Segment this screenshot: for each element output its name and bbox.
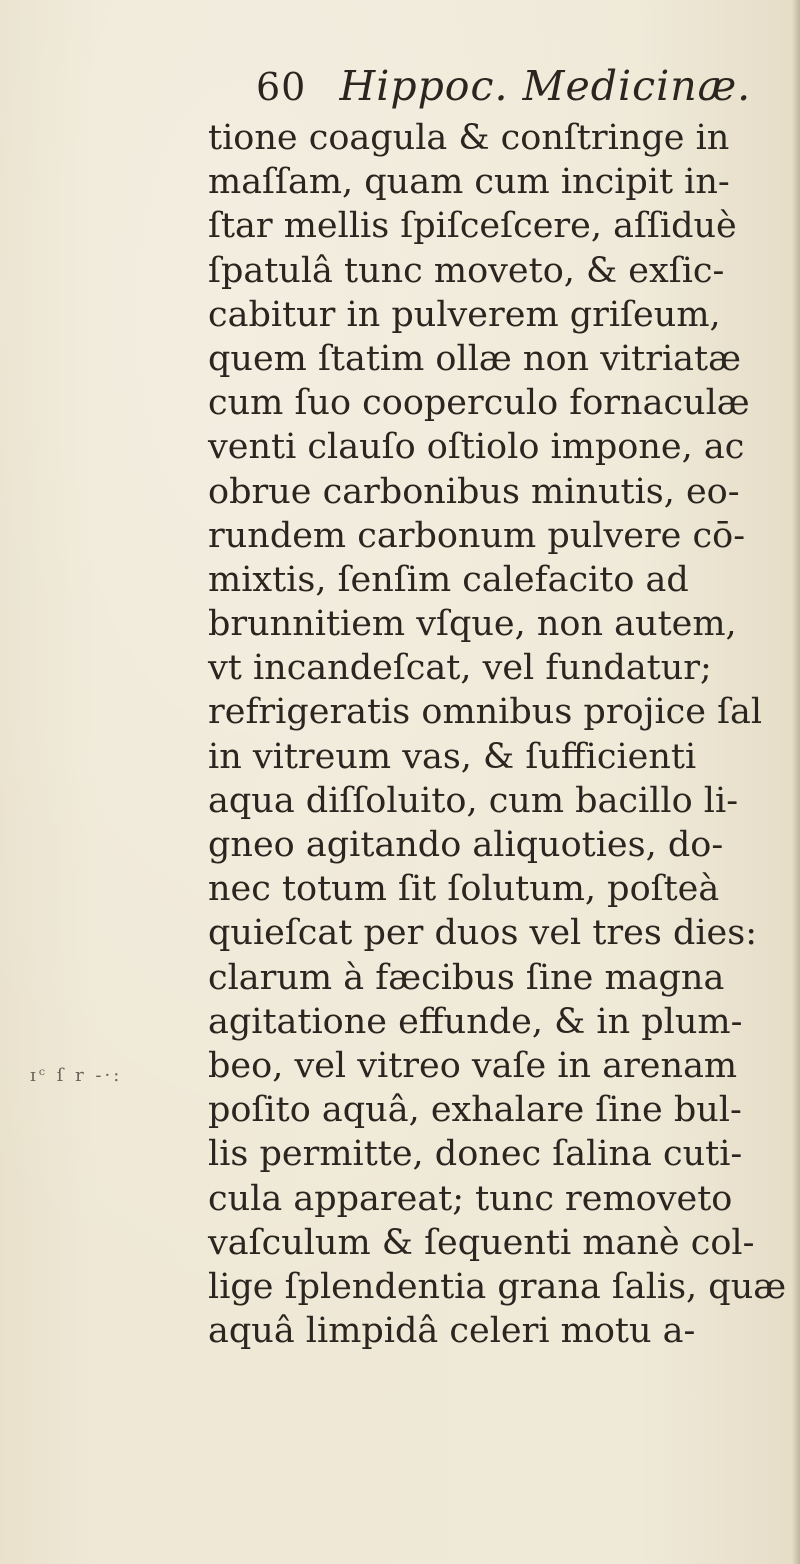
text-line: refrigeratis omnibus projice ſal: [208, 692, 763, 733]
text-line: tione coagula & conſtringe in: [208, 118, 730, 158]
page-number: 60: [256, 65, 307, 109]
text-line: obrue carbonibus minutis, eo-: [208, 471, 740, 512]
text-line: ſpatulâ tunc moveto, & exſic-: [208, 250, 725, 291]
text-line: cula appareat; tunc removeto: [208, 1178, 733, 1219]
margin-bleedthrough-mark: ɪᶜ ſ r -·:: [30, 1065, 123, 1086]
text-line: brunnitiem vſque, non autem,: [208, 604, 737, 645]
text-line: in vitreum vas, & ſufficienti: [208, 736, 697, 777]
text-line: quieſcat per duos vel tres dies:: [208, 913, 758, 954]
text-line: beo, vel vitreo vaſe in arenam: [208, 1045, 738, 1086]
running-title: Hippoc. Medicinæ.: [339, 62, 752, 110]
text-line: cabitur in pulverem griſeum,: [208, 294, 721, 335]
text-line: ſtar mellis ſpiſceſcere, aſſiduè: [208, 206, 737, 247]
page-header: [256, 62, 751, 118]
text-line: venti clauſo oſtiolo impone, ac: [208, 427, 745, 468]
text-line: cum ſuo cooperculo fornaculæ: [208, 383, 750, 424]
text-line: agitatione effunde, & in plum-: [208, 1001, 743, 1042]
text-line: maſſam, quam cum incipit in-: [208, 162, 730, 203]
text-line: lige ſplendentia grana ſalis, quæ: [208, 1266, 787, 1307]
text-line: quem ſtatim ollæ non vitriatæ: [208, 338, 741, 379]
text-line: aquâ limpidâ celeri motu a-: [208, 1311, 696, 1352]
body-text: [208, 116, 787, 1353]
text-line: mixtis, ſenſim calefacito ad: [208, 559, 689, 600]
text-line: poſito aquâ, exhalare ſine bul-: [208, 1090, 742, 1131]
text-line: lis permitte, donec ſalina cuti-: [208, 1134, 743, 1175]
text-line: clarum à fæcibus ſine magna: [208, 957, 725, 998]
text-line: rundem carbonum pulvere cō-: [208, 515, 746, 556]
text-line: aqua diſſoluito, cum bacillo li-: [208, 780, 739, 821]
text-line: vt incandeſcat, vel fundatur;: [208, 648, 712, 689]
text-line: nec totum ſit ſolutum, poſteà: [208, 869, 720, 910]
page-edge-shadow: [792, 0, 800, 1564]
text-line: gneo agitando aliquoties, do-: [208, 825, 724, 865]
text-line: vaſculum & ſequenti manè col-: [208, 1222, 755, 1263]
